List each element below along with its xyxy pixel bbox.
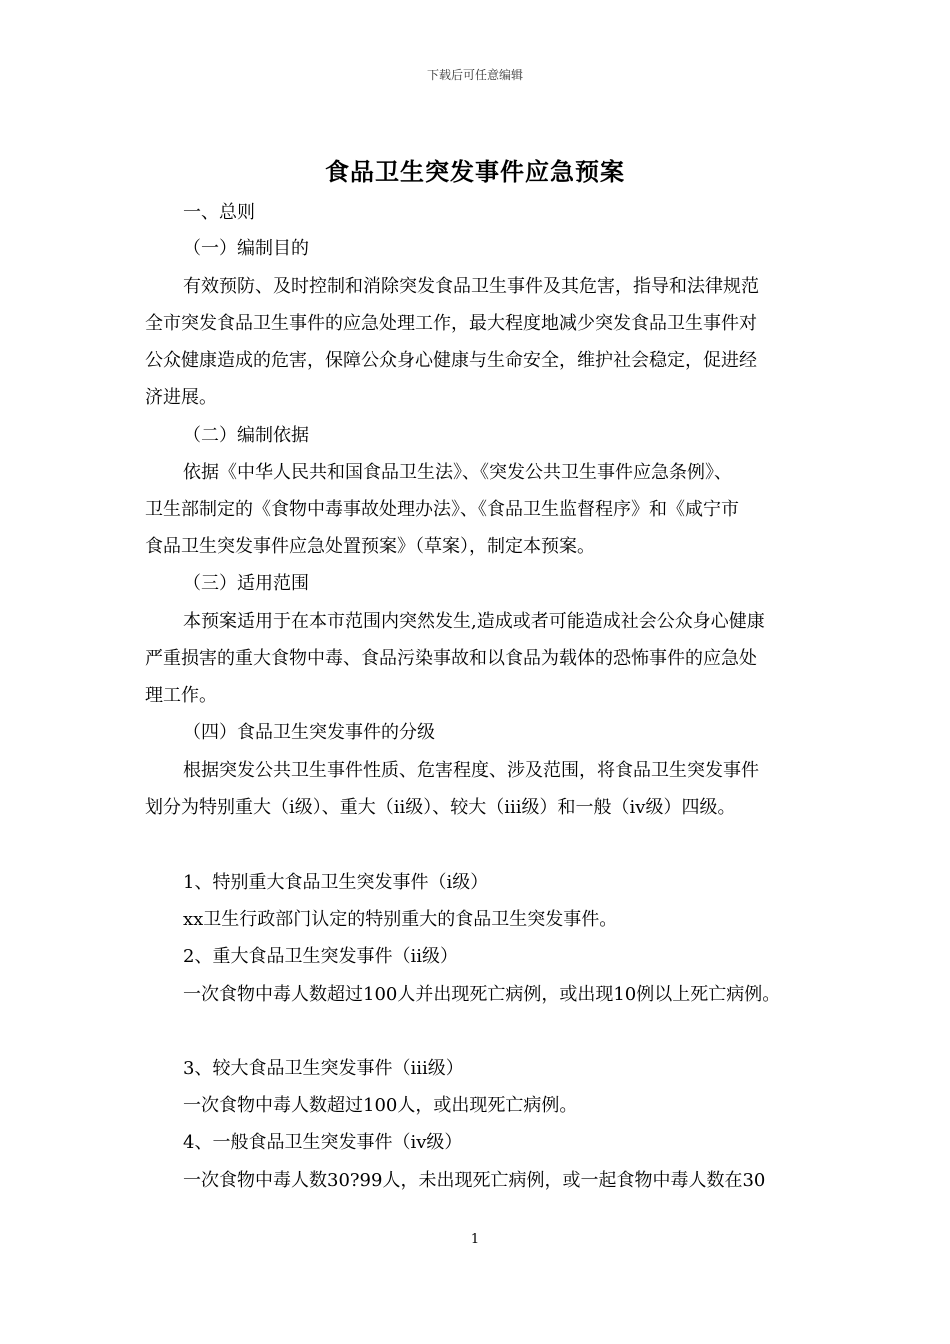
paragraph-line: 划分为特别重大（ⅰ级）、重大（ⅱ级）、较大（ⅲ级）和一般（ⅳ级）四级。 <box>145 797 736 818</box>
line-level-3-heading: 3、较大食品卫生突发事件（ⅲ级） <box>183 1058 464 1079</box>
line-subsection-basis: （二）编制依据 <box>183 425 309 446</box>
line-section-general: 一、总则 <box>183 202 255 223</box>
paragraph-line: 理工作。 <box>145 685 217 706</box>
document-title: 食品卫生突发事件应急预案 <box>325 158 625 186</box>
paragraph-line: 济进展。 <box>145 387 217 408</box>
paragraph-line: 根据突发公共卫生事件性质、危害程度、涉及范围，将食品卫生突发事件 <box>183 760 759 781</box>
page-number: 1 <box>470 1232 480 1247</box>
line-level-4-heading: 4、一般食品卫生突发事件（ⅳ级） <box>183 1132 463 1153</box>
paragraph-line: 全市突发食品卫生事件的应急处理工作，最大程度地减少突发食品卫生事件对 <box>145 313 757 334</box>
line-level-2-heading: 2、重大食品卫生突发事件（ⅱ级） <box>183 946 458 967</box>
paragraph-line: 依据《中华人民共和国食品卫生法》、《突发公共卫生事件应急条例》、 <box>183 462 732 483</box>
line-level-1-heading: 1、特别重大食品卫生突发事件（ⅰ级） <box>183 872 489 893</box>
paragraph-line: 本预案适用于在本市范围内突然发生,造成或者可能造成社会公众身心健康 <box>183 611 765 632</box>
line-subsection-grading: （四）食品卫生突发事件的分级 <box>183 722 435 743</box>
paragraph-line: 公众健康造成的危害，保障公众身心健康与生命安全，维护社会稳定，促进经 <box>145 350 757 371</box>
paragraph-line: 一次食物中毒人数超过100人并出现死亡病例，或出现10例以上死亡病例。 <box>183 984 781 1005</box>
paragraph-line: 一次食物中毒人数30?99人，未出现死亡病例，或一起食物中毒人数在30 <box>183 1170 766 1191</box>
paragraph-line: 有效预防、及时控制和消除突发食品卫生事件及其危害，指导和法律规范 <box>183 276 759 297</box>
paragraph-line: 严重损害的重大食物中毒、食品污染事故和以食品为载体的恐怖事件的应急处 <box>145 648 757 669</box>
paragraph-line: xx卫生行政部门认定的特别重大的食品卫生突发事件。 <box>183 909 618 930</box>
line-subsection-purpose: （一）编制目的 <box>183 238 309 259</box>
paragraph-line: 卫生部制定的《食物中毒事故处理办法》、《食品卫生监督程序》和《咸宁市 <box>145 499 739 520</box>
header-note: 下载后可任意编辑 <box>426 68 523 82</box>
paragraph-line: 一次食物中毒人数超过100人，或出现死亡病例。 <box>183 1095 578 1116</box>
line-subsection-scope: （三）适用范围 <box>183 573 309 594</box>
paragraph-line: 食品卫生突发事件应急处置预案》（草案），制定本预案。 <box>145 536 595 557</box>
